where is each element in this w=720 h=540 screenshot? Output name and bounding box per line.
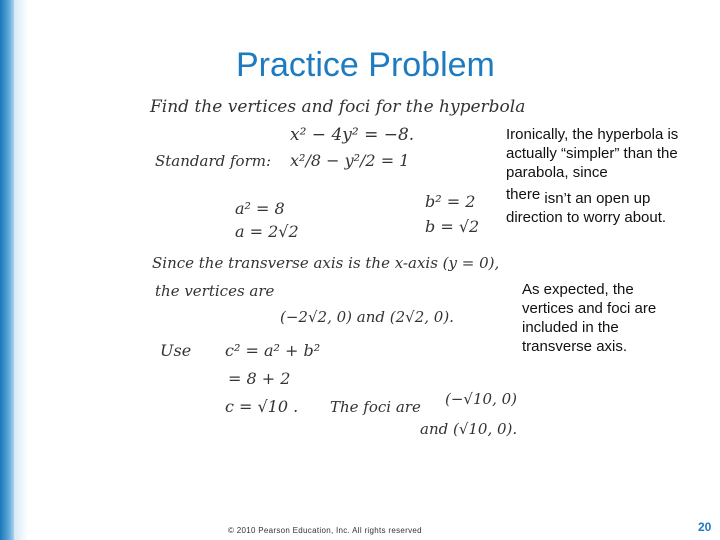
page-number: 20 xyxy=(698,520,712,534)
c-step: = 8 + 2 xyxy=(228,369,291,388)
left-accent-bar xyxy=(0,0,14,540)
standard-form-label: Standard form: xyxy=(155,152,272,170)
left-accent-fade xyxy=(14,0,28,540)
standard-form-equation: x²/8 − y²/2 = 1 xyxy=(290,151,410,170)
b-squared: b² = 2 xyxy=(425,192,476,211)
a-value: a = 2√2 xyxy=(235,222,299,241)
slide-title: Practice Problem xyxy=(236,46,495,84)
c-value: c = √10 . xyxy=(225,397,299,416)
problem-statement: Find the vertices and foci for the hyperbola xyxy=(150,97,526,117)
vertices-label: the vertices are xyxy=(155,282,275,300)
use-label: Use xyxy=(160,341,192,360)
note-expected: As expected, the vertices and foci are included in the transverse axis. xyxy=(522,280,662,356)
note-there: there xyxy=(506,186,541,203)
vertices-values: (−2√2, 0) and (2√2, 0). xyxy=(280,308,454,326)
copyright-footer: © 2010 Pearson Education, Inc. All rights reserved xyxy=(228,526,422,535)
note-rest: isn’t an open up direction to worry about. xyxy=(506,190,667,226)
foci-second: and (√10, 0). xyxy=(420,420,518,438)
given-equation: x² − 4y² = −8. xyxy=(290,125,415,145)
foci-label: The foci are xyxy=(330,398,421,416)
since-statement: Since the transverse axis is the x-axis (y = 0), xyxy=(152,254,500,272)
a-squared: a² = 8 xyxy=(235,199,285,218)
note-simpler: Ironically, the hyperbola is actually “simpler” than the parabola, since xyxy=(506,125,706,182)
c-formula: c² = a² + b² xyxy=(225,341,321,360)
foci-first: (−√10, 0) xyxy=(445,390,517,408)
b-value: b = √2 xyxy=(425,217,480,236)
note-no-direction xyxy=(506,186,706,227)
